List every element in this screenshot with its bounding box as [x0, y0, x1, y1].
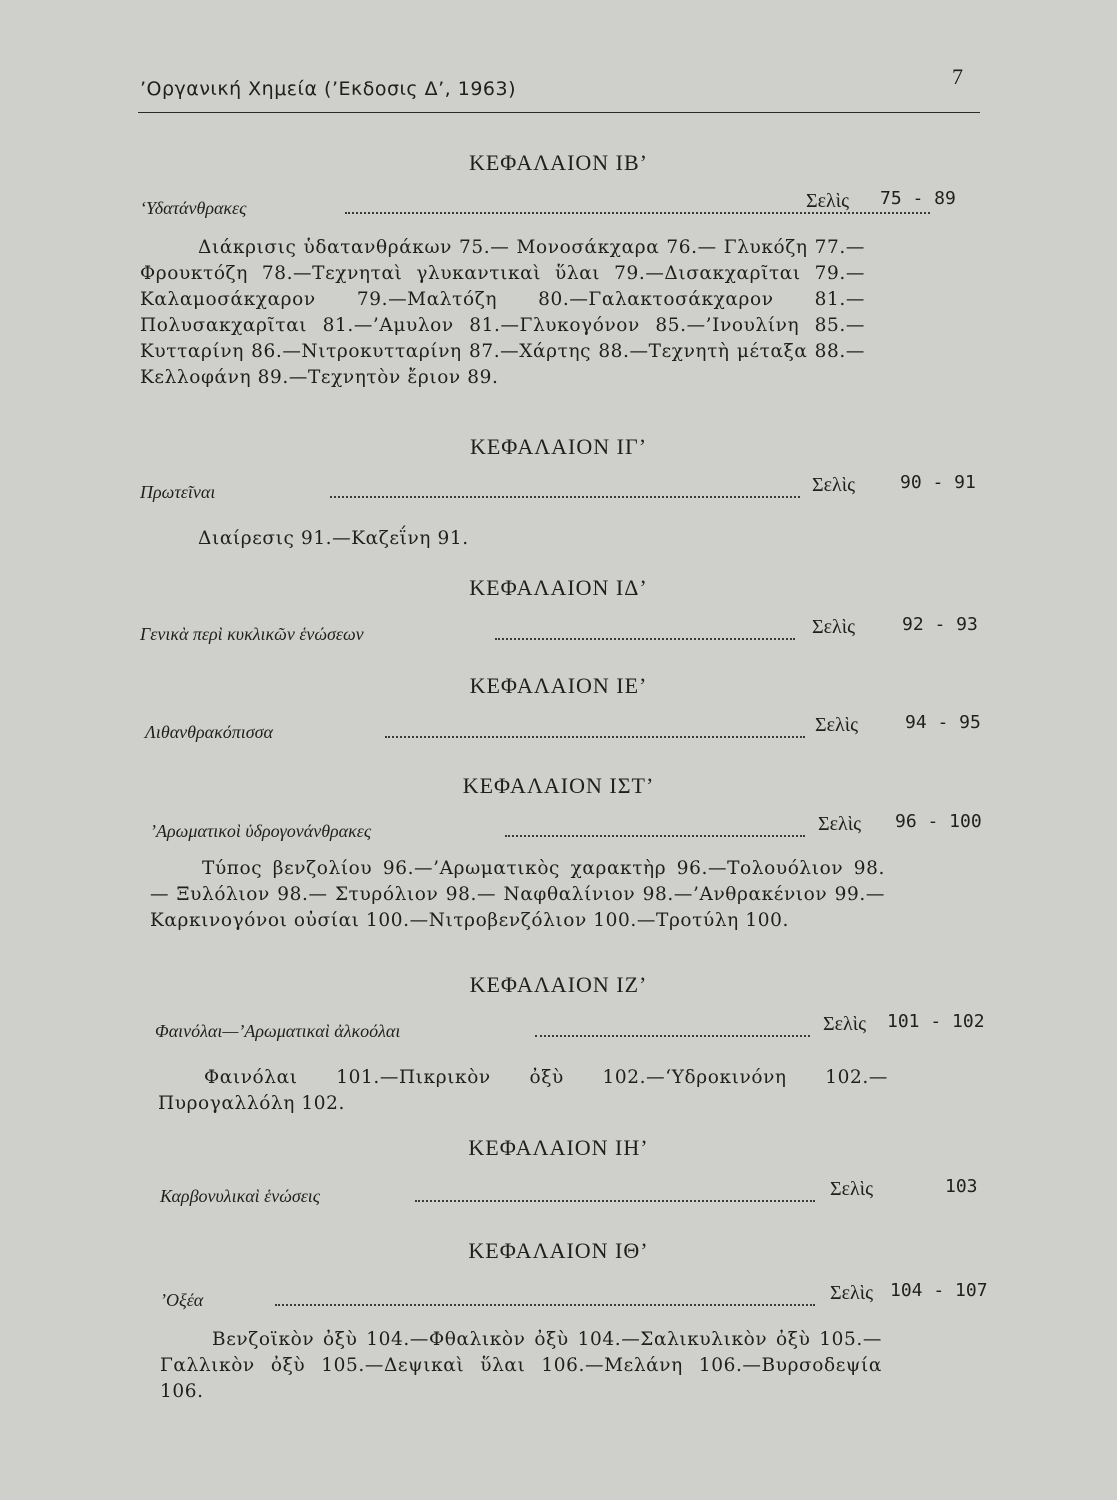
toc-entry	[160, 1280, 1000, 1314]
chapter-heading: ΚΕΦΑΛΑΙΟΝ ΙΖ’	[469, 972, 648, 997]
pages-range: 103	[945, 1176, 978, 1197]
pages-range: 101 - 102	[887, 1011, 985, 1032]
chapter-heading: ΚΕΦΑΛΑΙΟΝ ΙΓ’	[469, 434, 648, 459]
chapter-heading: ΚΕΦΑΛΑΙΟΝ ΙΗ’	[468, 1135, 649, 1160]
chapter-contents: Βενζοϊκὸν ὀξὺ 104.—Φθαλικὸν ὀξὺ 104.—Σαλικυλικὸν ὀξὺ 105.— Γαλλικὸν ὀξὺ 105.—Δεψικαὶ ὕλαι 106.—Μελάνη 106.—Βυρσοδεψία 106.	[160, 1329, 882, 1402]
page-number: 7	[952, 64, 963, 89]
entry-title: ’Αρωματικοὶ ὑδρογονάνθρακες	[150, 821, 372, 841]
header-rule	[138, 112, 980, 113]
entry-title: ’Οξέα	[160, 1290, 204, 1310]
pages-label: Σελὶς	[830, 1282, 874, 1304]
entry-title: ‘Υδατάνθρακες	[140, 198, 247, 218]
dot-leader	[505, 815, 805, 837]
pages-label: Σελὶς	[812, 474, 856, 496]
pages-range: 96 - 100	[895, 811, 982, 832]
running-head: ’Οργανική Χημεία (’Εκδοσις Δ’, 1963)	[140, 78, 517, 100]
pages-range: 94 - 95	[905, 712, 981, 733]
entry-title: Λιθανθρακόπισσα	[145, 722, 273, 742]
toc-entry	[160, 1176, 1000, 1210]
toc-entry	[140, 188, 980, 222]
toc-entry	[140, 472, 980, 506]
entry-title: Πρωτεῖναι	[140, 482, 216, 502]
pages-label: Σελὶς	[806, 190, 850, 212]
dot-leader	[330, 476, 800, 498]
chapter-contents: Διαίρεσις 91.—Καζεΐνη 91.	[198, 528, 469, 549]
pages-label: Σελὶς	[812, 616, 856, 638]
pages-label: Σελὶς	[818, 813, 862, 835]
toc-entry	[145, 712, 985, 746]
entry-title: Φαινόλαι—’Αρωματικαὶ ἀλκοόλαι	[155, 1021, 401, 1041]
chapter-contents: Διάκρισις ὑδατανθράκων 75.— Μονοσάκχαρα 76.— Γλυκόζη 77.— Φρουκτόζη 78.—Τεχνηταὶ γλυκαντικαὶ ὕλαι 79.—Δισακχαρῖται 79.— Καλαμοσάκχαρον 79.—Μαλτόζη 80.—Γαλακτοσάκχαρον 81.—Πολυσακχαρῖται 81.—’Αμυλον 81.—Γλυκογόνον 85.—’Ινουλίνη 85.—Κυτταρίνη 86.—Νιτροκυτταρίνη 87.—Χάρτης 88.—Τεχνητὴ μέταξα 88.— Κελλοφάνη 89.—Τεχνητὸν ἔριον 89.	[140, 237, 865, 388]
pages-range: 104 - 107	[890, 1280, 988, 1301]
pages-label: Σελὶς	[830, 1178, 874, 1200]
chapter-heading: ΚΕΦΑΛΑΙΟΝ ΙΕ’	[469, 673, 648, 698]
pages-label: Σελὶς	[823, 1013, 867, 1035]
dot-leader	[415, 1180, 815, 1202]
dot-leader	[385, 716, 805, 738]
pages-label: Σελὶς	[815, 714, 859, 736]
toc-entry	[155, 1011, 995, 1045]
pages-range: 75 - 89	[880, 188, 956, 209]
chapter-heading: ΚΕΦΑΛΑΙΟΝ ΙΔ’	[469, 575, 648, 600]
pages-range: 90 - 91	[900, 472, 976, 493]
chapter-heading: ΚΕΦΑΛΑΙΟΝ ΙΣΤ’	[462, 773, 655, 798]
entry-title: Γενικὰ περὶ κυκλικῶν ἑνώσεων	[140, 624, 364, 644]
chapter-heading: ΚΕΦΑΛΑΙΟΝ ΙΘ’	[468, 1238, 649, 1263]
chapter-contents: Φαινόλαι 101.—Πικρικὸν ὀξὺ 102.—‘Υδροκινόνη 102.—Πυρογαλλόλη 102.	[158, 1067, 888, 1114]
chapter-heading: ΚΕΦΑΛΑΙΟΝ ΙΒ’	[468, 150, 648, 175]
chapter-contents: Τύπος βενζολίου 96.—’Αρωματικὸς χαρακτὴρ 96.—Τολουόλιον 98. — Ξυλόλιον 98.— Στυρόλιον 98.— Ναφθαλίνιον 98.—’Ανθρακένιον 99.—Καρκινογόνοι οὐσίαι 100.—Νιτροβενζόλιον 100.—Τροτύλη 100.	[150, 858, 885, 931]
dot-leader	[275, 1284, 815, 1306]
pages-range: 92 - 93	[902, 614, 978, 635]
entry-title: Καρβονυλικαὶ ἑνώσεις	[160, 1186, 321, 1206]
toc-entry	[140, 614, 980, 648]
dot-leader	[535, 1015, 810, 1037]
toc-entry	[150, 811, 990, 845]
dot-leader	[495, 618, 795, 640]
